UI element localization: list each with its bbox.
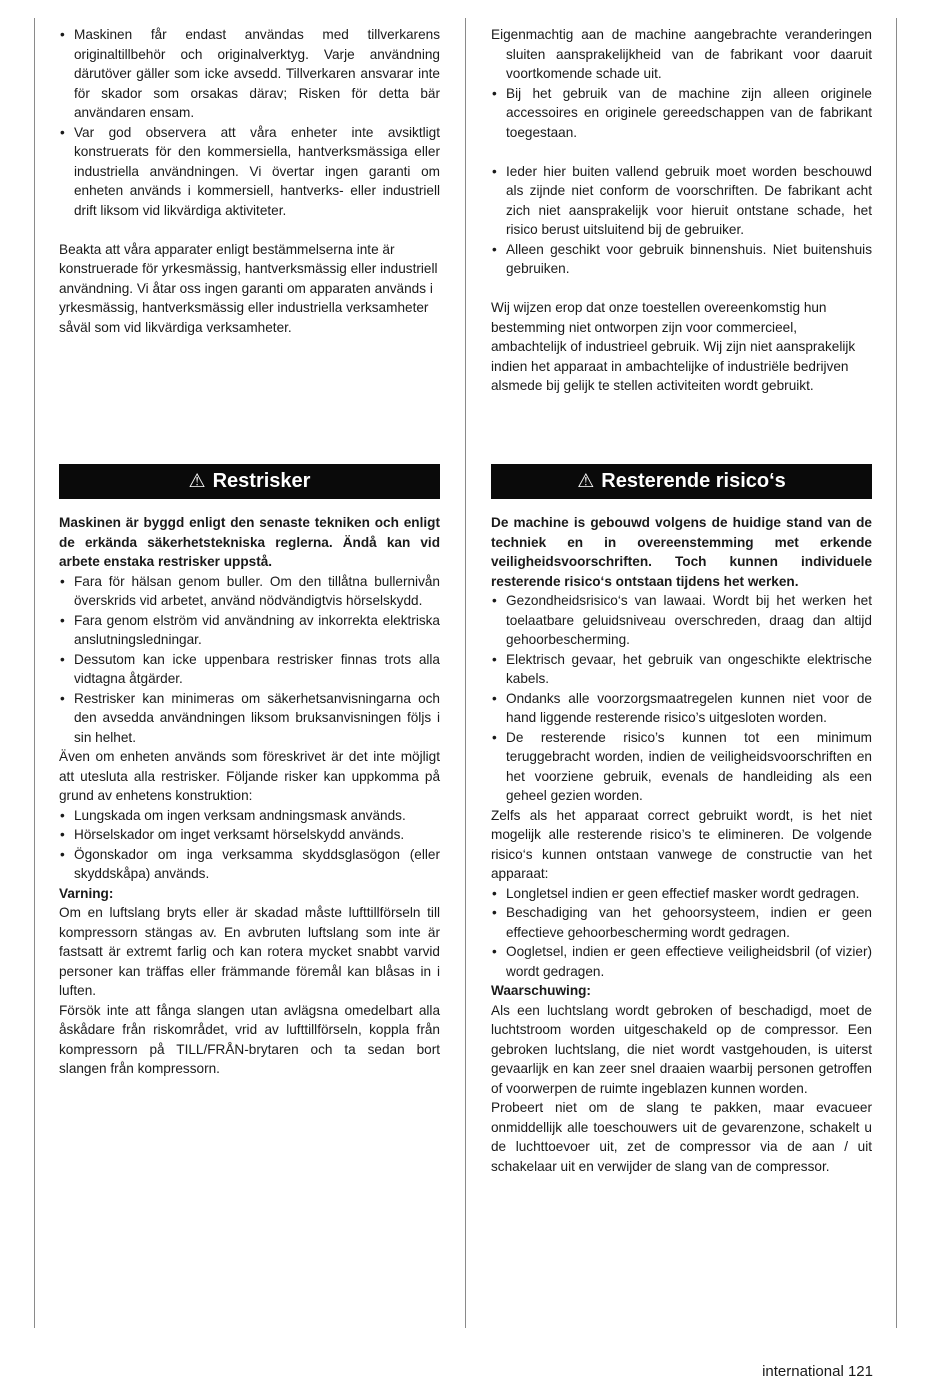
list-item: • Oogletsel, indien er geen effectieve veiligheidsbril (of vizier) wordt gedragen. (491, 942, 872, 981)
warning-label: Varning: (59, 885, 114, 901)
footer-label: international (762, 1363, 844, 1380)
column-divider (465, 18, 466, 1328)
risk-list (59, 572, 440, 748)
list-item: • Var god observera att våra enheter inte avsiktligt konstruerats för den kommersiella, hantverksmässiga eller industriella användningen. Vi övertar ingen garanti om enheten används i kommersiell, hantverks- eller industriell drift liksom vid likvärdiga aktiviteter. (59, 123, 440, 221)
usage-notice-nl: Wij wijzen erop dat onze toestellen overeenkomstig hun bestemming niet ontworpen zijn voor commercieel, ambachtelijk of industrieel gebruik. Wij zijn niet aansprakelijk indien het apparaat in ambachtelijke of industriële bedrijven alsmede bij gelijk te stellen activiteiten wordt gebruikt. (491, 300, 856, 393)
list-item: • Bij het gebruik van de machine zijn alleen originele accessoires en originele gereedschappen van de fabrikant toegestaan. (491, 84, 872, 143)
body-text: Försök inte att fånga slangen utan avlägsna omedelbart alla åskådare från riskområdet, vrid av lufttillförseln, koppla från kompressorn på TILL/FRÅN-brytaren och ta sedan bort slangen från kompressorn. (59, 1002, 440, 1076)
warning-text: Als een luchtslang wordt gebroken of beschadigd, moet de luchtstroom worden uitgeschakeld op de compressor. Een gebroken luchtslang, die niet wordt vastgehouden, is uiterst gevaarlijk en kan zeer snel draaien waarbij personen getroffen of voorwerpen de ruimte ingeblazen kunnen worden. (491, 1002, 872, 1096)
list-item: • Ögonskador om inga verksamma skyddsglasögon (eller skyddskåpa) används. (59, 845, 440, 884)
intended-use-list-sv (59, 25, 440, 220)
body-text: Även om enheten används som föreskrivet är det inte möjligt att utesluta alla restrisker. Följande risker kan uppkomma på grund av enhetens konstruktion: (59, 749, 440, 803)
list-item: • Longletsel indien er geen effectief masker wordt gedragen. (491, 884, 872, 904)
risk-list (491, 591, 872, 806)
intended-use-list-nl-a (491, 84, 872, 143)
usage-notice-sv: Beakta att våra apparater enligt bestämmelserna inte är konstruerade för yrkesmässig, hantverksmässig eller industriell användning. Vi åtar oss ingen garanti om apparaten används i yrkesmässig, hantverksmässig eller industriella verksamheter såväl som vid likvärdiga verksamheter. (59, 241, 438, 335)
construction-risk-list (491, 884, 872, 982)
list-item: • Lungskada om ingen verksam andningsmask används. (59, 806, 440, 826)
list-item: • De resterende risico’s kunnen tot een minimum teruggebracht worden, indien de veiligheidsvoorschriften en het voorziene gebruik, evenals de handleiding als een geheel gezien worden. (491, 728, 872, 806)
list-item: • Fara genom elström vid användning av inkorrekta elektriska anslutningsledningar. (59, 611, 440, 650)
list-item: • Beschadiging van het gehoorsysteem, indien er geen effectieve gehoorbescherming wordt gedragen. (491, 903, 872, 942)
left-margin-rule (34, 18, 35, 1328)
intended-use-swedish (59, 25, 440, 337)
list-item: • Hörselskador om inget verksamt hörselskydd används. (59, 825, 440, 845)
list-item: • Restrisker kan minimeras om säkerhetsanvisningarna och den avsedda användningen liksom bruksanvisningen följs i sin helhet. (59, 689, 440, 748)
construction-risk-list (59, 806, 440, 884)
modification-notice-nl: Eigenmachtig aan de machine aangebrachte veranderingen sluiten aansprakelijkheid van de fabrikant voor daaruit voortkomende schade uit. (491, 27, 872, 81)
list-item: • Gezondheidsrisico‘s van lawaai. Wordt bij het werken het toelaatbare geluidsniveau overschreden, draag dan altijd gehoorbescherming. (491, 591, 872, 650)
warning-icon: ⚠ (188, 470, 206, 492)
list-item: • Maskinen får endast användas med tillverkarens originaltillbehör och originalverktyg. Varje användning därutöver gäller som icke avsedd. Tillverkaren ansvarar inte för skador som orsakas därav; Risken för detta bär användaren ensam. (59, 25, 440, 123)
list-item: • Fara för hälsan genom buller. Om den tillåtna bullernivån överskrids vid arbetet, använd nödvändigtvis hörselskydd. (59, 572, 440, 611)
list-item: • Ondanks alle voorzorgsmaatregelen kunnen niet voor de hand liggende resterende risico’s uitgesloten worden. (491, 689, 872, 728)
intended-use-dutch (491, 25, 872, 396)
list-item: • Elektrisch gevaar, het gebruik van ongeschikte elektrische kabels. (491, 650, 872, 689)
warning-icon: ⚠ (577, 470, 595, 492)
lead-text: De machine is gebouwd volgens de huidige stand van de techniek en in overeenstemming met erkende veiligheidsvoorschriften. Toch kunnen individuele resterende risico‘s ontstaan tijdens het werken. (491, 515, 872, 589)
section-header-restrisker (59, 464, 440, 499)
section-title: Resterende risico‘s (601, 469, 786, 492)
intended-use-list-nl-b (491, 162, 872, 279)
lead-text: Maskinen är byggd enligt den senaste tekniken och enligt de erkända säkerhetstekniska reglerna. Ändå kan vid arbete enstaka restrisker uppstå. (59, 515, 440, 569)
list-item: • Dessutom kan icke uppenbara restrisker finnas trots alla vidtagna åtgärder. (59, 650, 440, 689)
body-text: Zelfs als het apparaat correct gebruikt wordt, is het niet mogelijk alle resterende risico’s te elimineren. De volgende risico‘s kunnen ontstaan vanwege de constructie van het apparaat: (491, 807, 872, 881)
body-text: Probeert niet om de slang te pakken, maar evacueer onmiddellijk alle toeschouwers uit de gevarenzone, schakelt u de luchttoevoer uit, zet de compressor via de aan / uit schakelaar uit en verwijder de slang van de compressor. (491, 1100, 872, 1174)
warning-label: Waarschuwing: (491, 983, 591, 998)
residual-risks-swedish (59, 513, 440, 1079)
list-item: • Alleen geschikt voor gebruik binnenshuis. Niet buitenshuis gebruiken. (491, 240, 872, 279)
list-item: • Ieder hier buiten vallend gebruik moet worden beschouwd als zijnde niet conform de voorschriften. De fabrikant acht zich niet aansprakelijk voor hieruit ontstane schade, het risico berust uitsluitend bij de gebruiker. (491, 162, 872, 240)
warning-text: Om en luftslang bryts eller är skadad måste lufttillförseln till kompressorn stängas av. En avbruten luftslang som inte är fastsatt är extremt farlig och kan rotera mycket snabbt varvid personer kan träffas eller främmande föremål kan blåsas in i luften. (59, 905, 440, 998)
section-header-resterende-risicos (491, 464, 872, 499)
page-number: 121 (847, 1363, 873, 1380)
right-margin-rule (896, 18, 897, 1328)
residual-risks-dutch (491, 513, 872, 1176)
section-title: Restrisker (212, 469, 311, 492)
page-footer (762, 1362, 873, 1382)
